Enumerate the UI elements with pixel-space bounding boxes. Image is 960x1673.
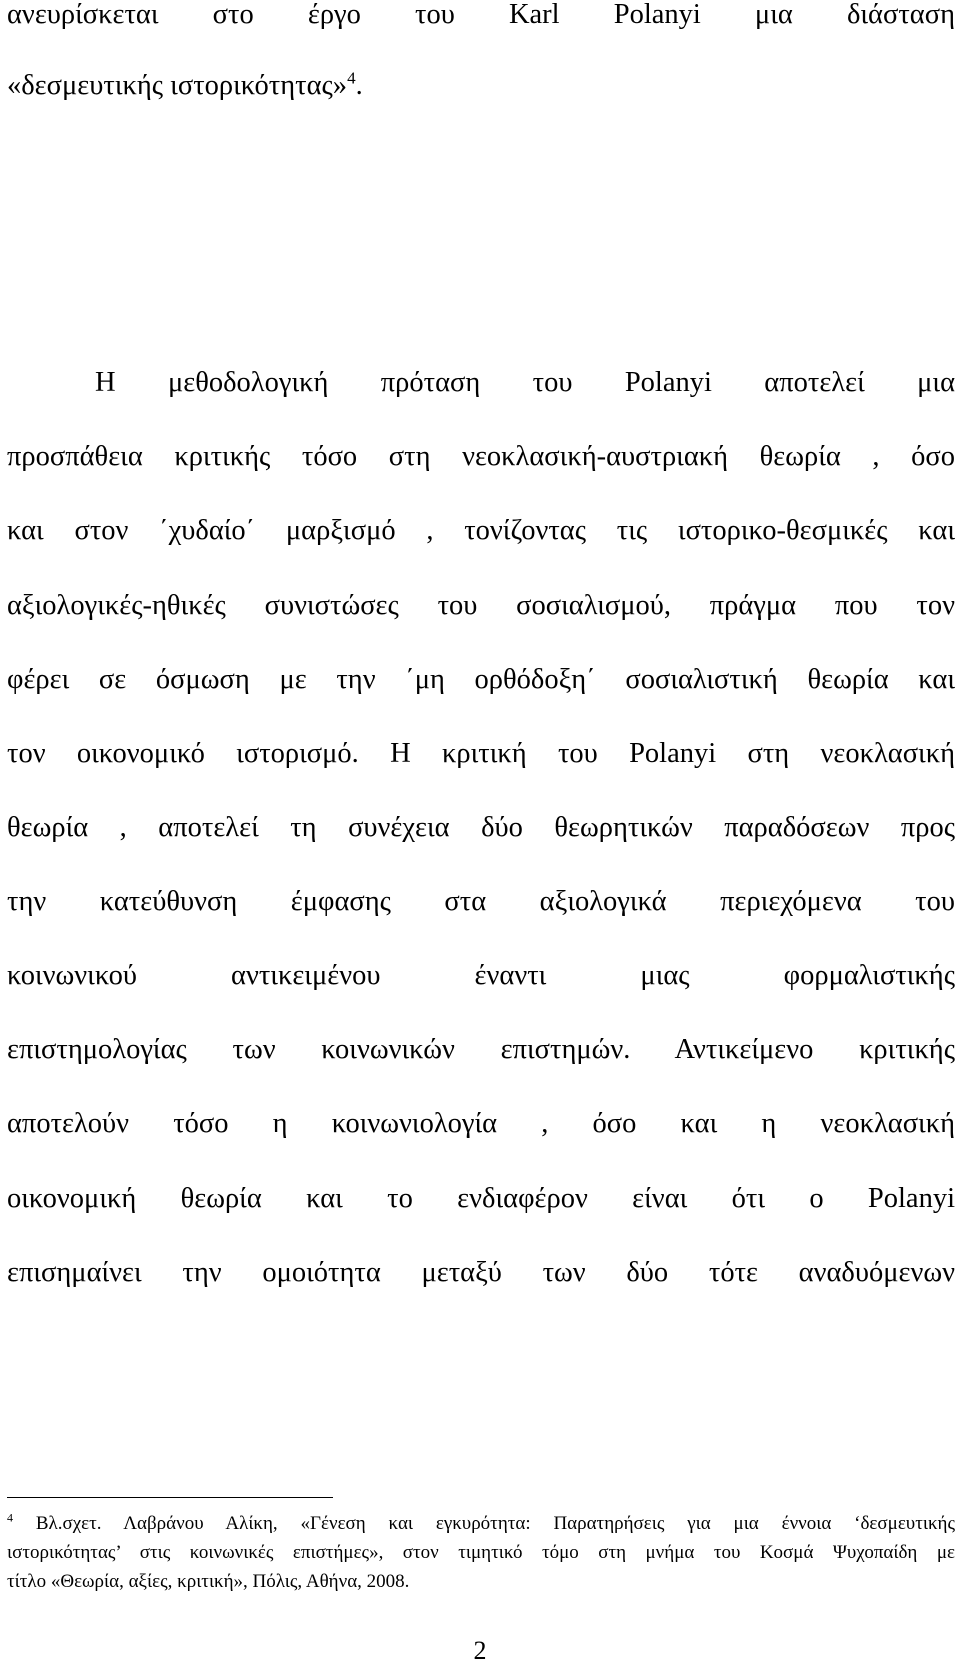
paragraph-line: Η μεθοδολογική πρόταση του Polanyi αποτελεί μια [95, 367, 955, 398]
paragraph-line: επισημαίνει την ομοιότητα μεταξύ των δύο τότε αναδυόμενων [7, 1257, 955, 1288]
paragraph-line: την κατεύθυνση έμφασης στα αξιολογικά περιεχόμενα του [7, 886, 955, 917]
footnote-text: Βλ.σχετ. Λαβράνου Αλίκη, «Γένεση και εγκυρότητα: Παρατηρήσεις για μια έννοια ‘δεσμευτικής [13, 1513, 955, 1534]
body-text-line [7, 69, 955, 103]
body-text-line: ανευρίσκεται στο έργο του Karl Polanyi μια διάσταση [7, 0, 955, 30]
footnote-line [7, 1512, 955, 1536]
body-text-span: . [355, 70, 363, 101]
paragraph-line: τον οικονομικό ιστορισμό. Η κριτική του Polanyi στη νεοκλασική [7, 738, 955, 769]
paragraph-line: οικονομική θεωρία και το ενδιαφέρον είναι ότι ο Polanyi [7, 1183, 955, 1214]
footnote-line: τίτλο «Θεωρία, αξίες, κριτική», Πόλις, Αθήνα, 2008. [7, 1571, 410, 1592]
paragraph-line: επιστημολογίας των κοινωνικών επιστημών. Αντικείμενο κριτικής [7, 1034, 955, 1065]
footnote-reference: 4 [347, 68, 356, 88]
paragraph-line: θεωρία , αποτελεί τη συνέχεια δύο θεωρητικών παραδόσεων προς [7, 812, 955, 843]
paragraph-line: και στον ΄χυδαίο΄ μαρξισμό , τονίζοντας τις ιστορικο-θεσμικές και [7, 515, 955, 546]
footnote-line: ιστορικότητας’ στις κοινωνικές επιστήμες», στον τιμητικό τόμο στη μνήμα του Κοσμά Ψυχοπαίδη με [7, 1542, 955, 1563]
footnote-number: 4 [7, 1510, 13, 1525]
paragraph-line: φέρει σε όσμωση με την ΄μη ορθόδοξη΄ σοσιαλιστική θεωρία και [7, 664, 955, 695]
footnote-divider [7, 1497, 333, 1498]
paragraph-line: κοινωνικού αντικειμένου έναντι μιας φορμαλιστικής [7, 960, 955, 991]
paragraph-line: αξιολογικές-ηθικές συνιστώσες του σοσιαλισμού, πράγμα που τον [7, 590, 955, 621]
paragraph-line: προσπάθεια κριτικής τόσο στη νεοκλασική-αυστριακή θεωρία , όσο [7, 441, 955, 472]
body-text-span: «δεσμευτικής ιστορικότητας» [7, 70, 348, 101]
paragraph-line: αποτελούν τόσο η κοινωνιολογία , όσο και η νεοκλασική [7, 1108, 955, 1139]
page-number: 2 [473, 1636, 487, 1665]
